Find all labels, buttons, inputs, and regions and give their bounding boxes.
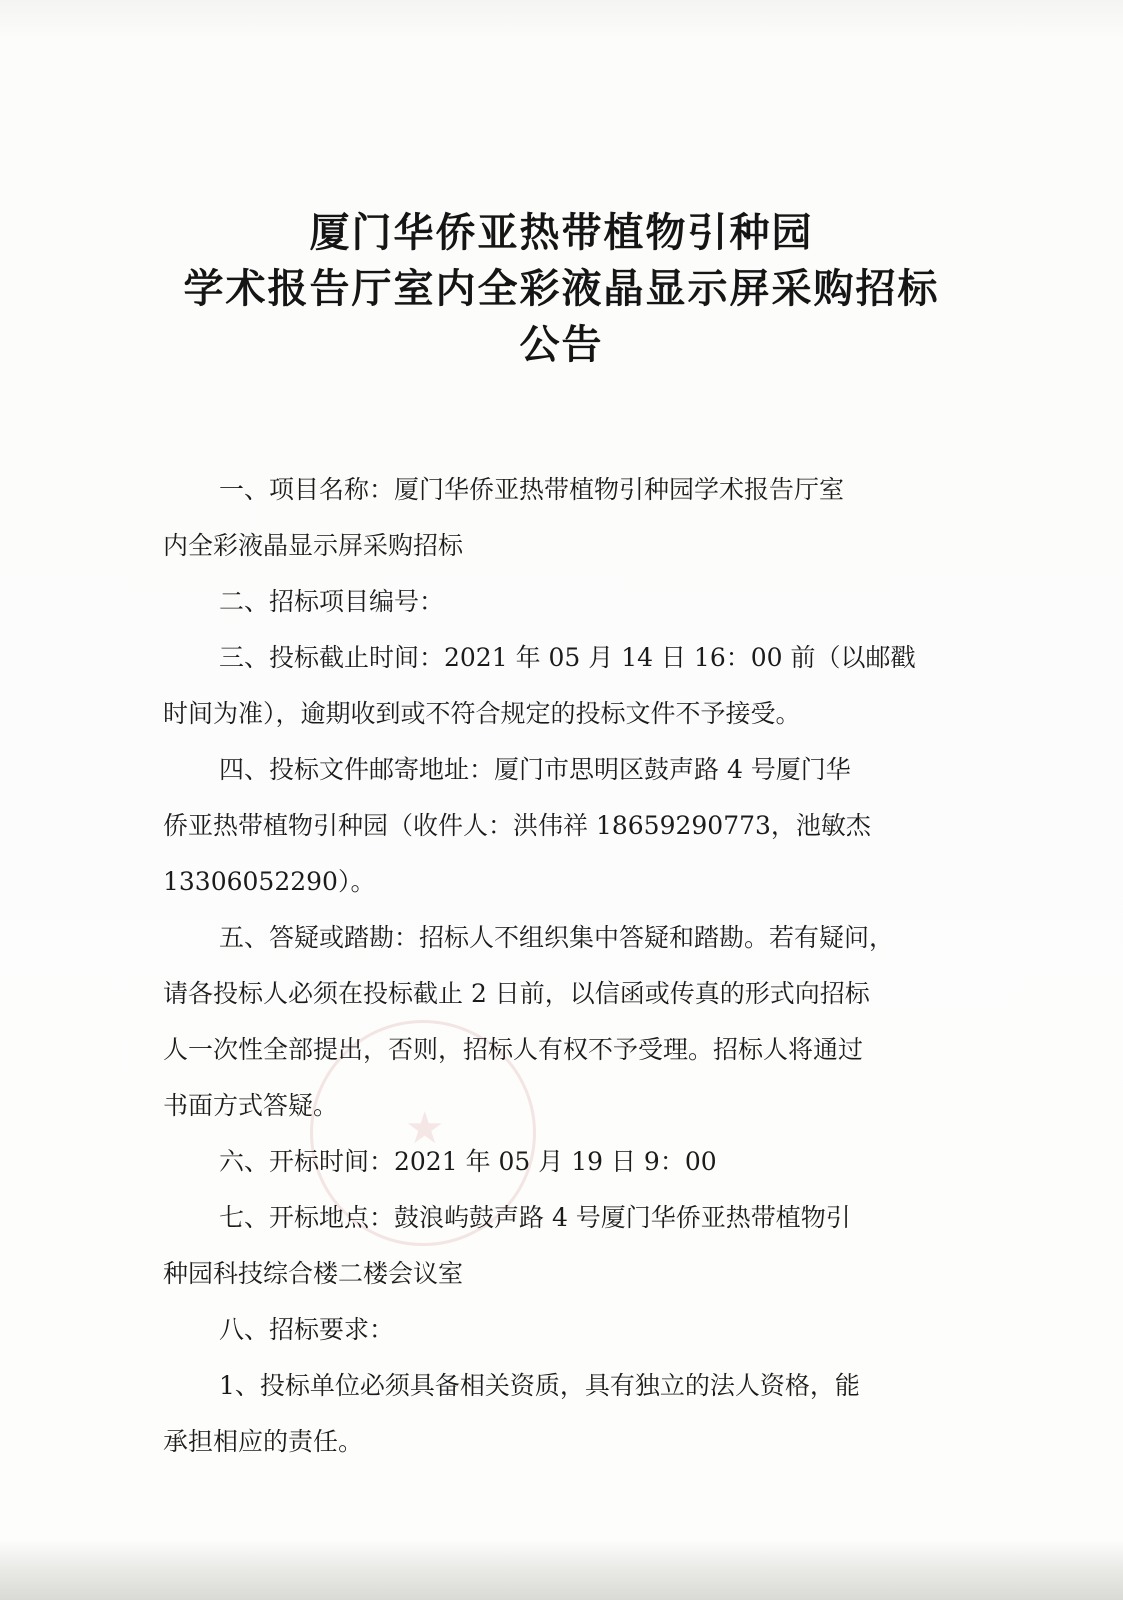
section-5-line-1: 五、答疑或踏勘：招标人不组织集中答疑和踏勘。若有疑问，	[219, 923, 895, 952]
section-7-line-1: 七、开标地点：鼓浪屿鼓声路 4 号厦门华侨亚热带植物引	[219, 1203, 851, 1232]
title-line-3: 公告	[519, 322, 604, 368]
section-7-line-2: 种园科技综合楼二楼会议室	[163, 1259, 464, 1288]
section-4-line-2: 侨亚热带植物引种园（收件人：洪伟祥 18659290773，池敏杰	[163, 811, 871, 840]
section-5-line-2: 请各投标人必须在投标截止 2 日前，以信函或传真的形式向招标	[163, 979, 870, 1008]
title-line-1: 厦门华侨亚热带植物引种园	[309, 210, 814, 256]
section-8: 八、招标要求：	[219, 1315, 395, 1344]
section-1-line-2: 内全彩液晶显示屏采购招标	[163, 531, 464, 560]
section-6: 六、开标时间：2021 年 05 月 19 日 9：00	[219, 1147, 717, 1176]
section-8-item-1-line-2: 承担相应的责任。	[163, 1427, 364, 1456]
document-body	[163, 462, 953, 1470]
section-4-line-1: 四、投标文件邮寄地址：厦门市思明区鼓声路 4 号厦门华	[219, 755, 851, 784]
section-5-line-4: 书面方式答疑。	[163, 1091, 339, 1120]
section-4-line-3: 13306052290）。	[163, 867, 376, 896]
title-line-2: 学术报告厅室内全彩液晶显示屏采购招标	[183, 266, 940, 312]
seal-star-icon: ★	[405, 1103, 445, 1154]
section-3-line-1: 三、投标截止时间：2021 年 05 月 14 日 16：00 前（以邮戳	[219, 643, 916, 672]
section-3-line-2: 时间为准），逾期收到或不符合规定的投标文件不予接受。	[163, 699, 801, 728]
section-2: 二、招标项目编号：	[219, 587, 445, 616]
section-8-item-1-line-1: 1、投标单位必须具备相关资质，具有独立的法人资格，能	[219, 1371, 860, 1400]
section-1-line-1: 一、项目名称：厦门华侨亚热带植物引种园学术报告厅室	[219, 475, 845, 504]
section-5-line-3: 人一次性全部提出，否则，招标人有权不予受理。招标人将通过	[163, 1035, 864, 1064]
document-title	[0, 205, 1123, 373]
